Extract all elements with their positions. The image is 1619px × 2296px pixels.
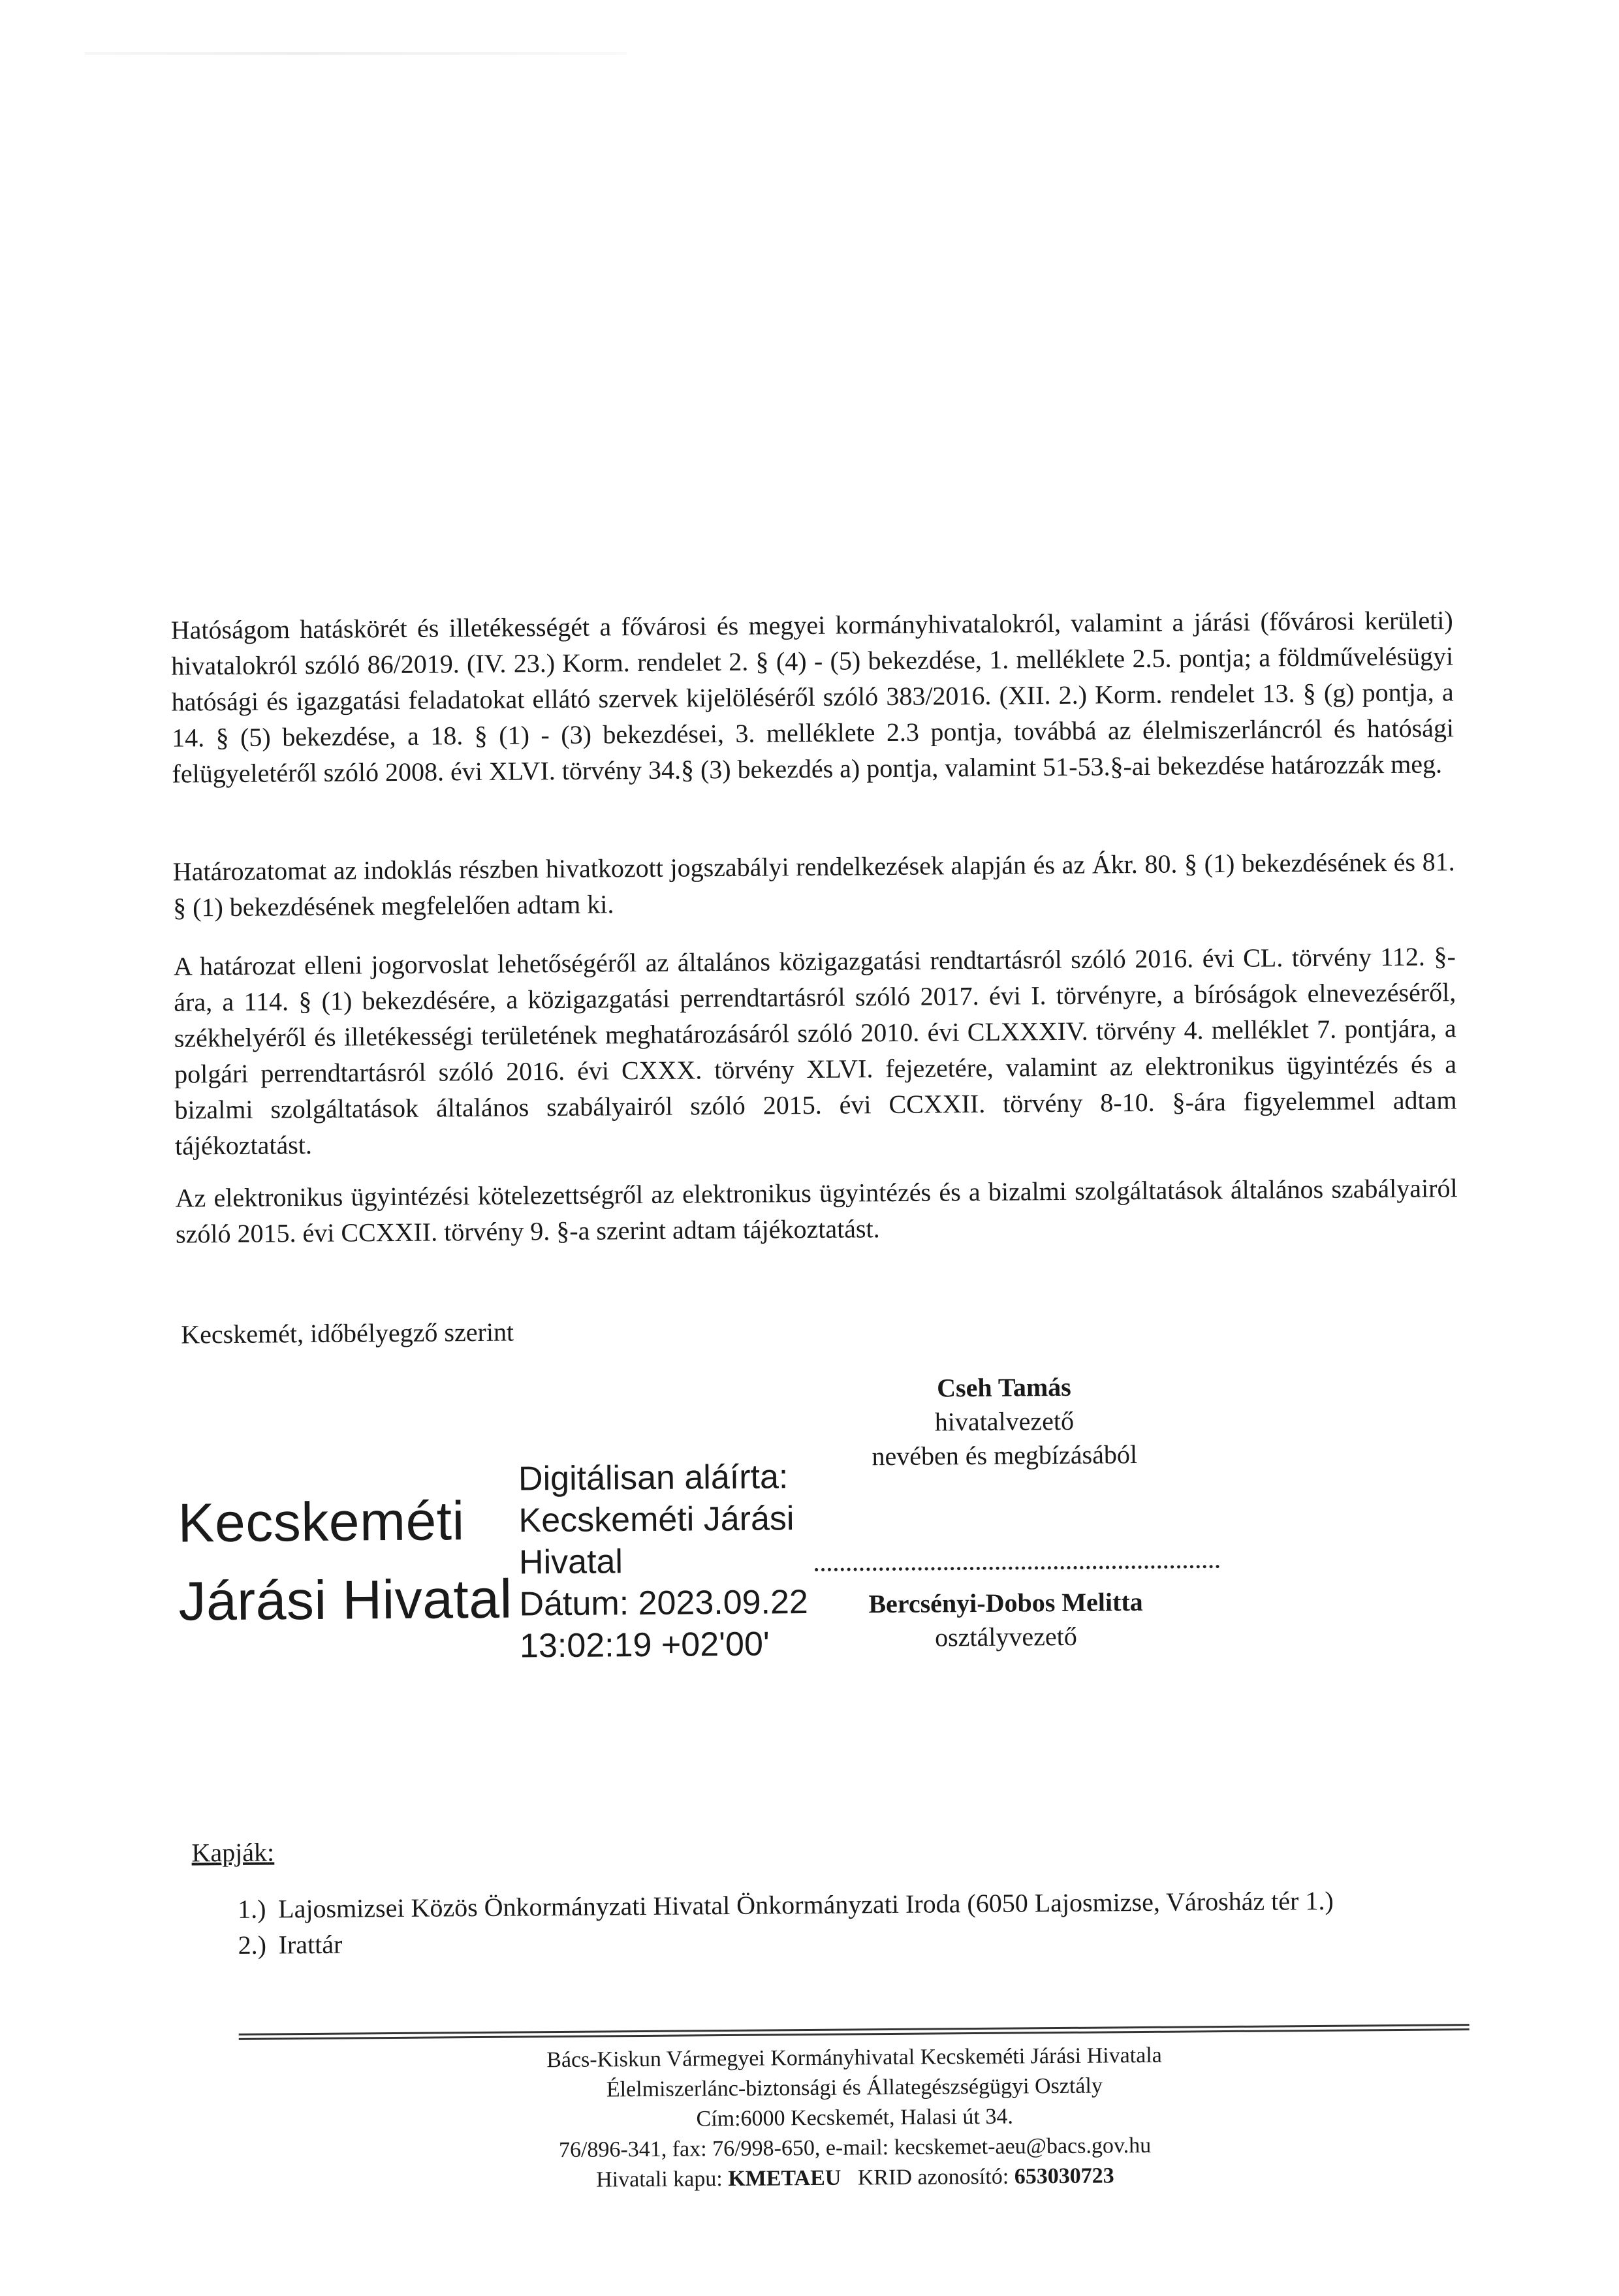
paragraph-jurisdiction [171,602,1454,791]
recipient-number: 1.) [238,1894,266,1924]
signature-dotted-line [815,1565,1219,1571]
signer-signature-block [823,1584,1189,1655]
paragraph-text: Határozatomat az indoklás részben hivatkozott jogszabályi rendelkezések alapján és az Ákr. 80. § (1) bekezdésének és 81. § (1) bekezdésének megfelelően adtam ki. [172,847,1455,922]
krid-value: 653030723 [1014,2163,1114,2189]
digital-signer-line2: Hivatal [518,1543,623,1582]
paragraph-text: A határozat elleni jogorvoslat lehetőségéről az általános közigazgatási rendtartásról szóló 2016. évi CL. törvény 112. §-ára, a 114. § (1) bekezdésére, a közigazgatási perrendtartásról szóló 2017. évi I. törvényre, a bíróságok elnevezéséről, székhelyéről és illetékességi területének meghatározásáról szóló 2010. évi CLXXXIV. törvény 4. melléklet 7. pontjára, a polgári perrendtartásról szóló 2016. évi CXXX. törvény XLVI. fejezetére, valamint az elektronikus ügyintézés és a bizalmi szolgáltatások általános szabályairól szóló 2015. évi CCXXII. törvény 8-10. §-ára figyelemmel adtam tájékoztatást. [173,941,1457,1161]
place-and-date: Kecskemét, időbélyegző szerint [181,1317,514,1349]
footer [239,2038,1471,2198]
footer-contact: 76/896-341, fax: 76/998-650, e-mail: kecskemet-aeu@bacs.gov.hu [558,2133,1152,2163]
signer-name: Bercsényi-Dobos Melitta [868,1587,1143,1619]
gateway-label: Hivatali kapu: [596,2167,723,2192]
paragraph-text: Az elektronikus ügyintézési kötelezettségről az elektronikus ügyintézés és a bizalmi szolgáltatások általános szabályairól szóló 2015. évi CCXXII. törvény 9. §-a szerint adtam tájékoztatást. [175,1173,1458,1249]
footer-department: Élelmiszerlánc-biztonsági és Állategészségügyi Osztály [606,2073,1103,2102]
digital-signature-time: 13:02:19 +02'00' [519,1625,770,1665]
footer-address: Cím:6000 Kecskemét, Halasi út 34. [696,2104,1014,2131]
footer-divider [239,2024,1470,2040]
principal-title: hivatalvezető [934,1406,1075,1437]
digital-signature-details [518,1456,809,1667]
recipients-list [238,1883,1334,1963]
paragraph-decision-basis [172,843,1455,925]
digital-stamp-org-line2: Járási Hivatal [178,1567,513,1632]
paragraph-text: Hatóságom hatáskörét és illetékességét a fővárosi és megyei kormányhivatalokról, valamint a járási (fővárosi kerületi) hivatalokról szóló 86/2019. (IV. 23.) Korm. rendelet 2. § (4) - (5) bekezdése, 1. melléklete 2.5. pontja; a földművelésügyi hatósági és igazgatási feladatokat ellátó szervek kijelöléséről szóló 383/2016. (XII. 2.) Korm. rendelet 13. § (g) pontja, a 14. § (5) bekezdése, a 18. § (1) - (3) bekezdései, 3. melléklete 2.3 pontja, továbbá az élelmiszerláncról és hatósági felügyeletéről szóló 2008. évi XLVI. törvény 34.§ (3) bekezdés a) pontja, valamint 51-53.§-ai bekezdése határozzák meg. [170,605,1454,789]
digital-signature-date: Dátum: 2023.09.22 [519,1583,809,1624]
principal-name: Cseh Tamás [936,1372,1071,1403]
recipient-number: 2.) [238,1930,267,1960]
on-behalf-text: nevében és megbízásából [872,1439,1138,1471]
recipient-text: Lajosmizsei Közös Önkormányzati Hivatal Önkormányzati Iroda (6050 Lajosmizse, Városház tér 1.) [278,1885,1334,1924]
krid-label: KRID azonosító: [857,2164,1009,2190]
paragraph-legal-remedy [174,938,1458,1163]
recipient-text: Irattár [278,1929,343,1960]
footer-org: Bács-Kiskun Vármegyei Kormányhivatal Kecskeméti Járási Hivatala [546,2043,1162,2073]
digital-stamp-org-line1: Kecskeméti [178,1490,465,1554]
digital-signer-line1: Kecskeméti Járási [518,1500,794,1540]
digital-signature-label: Digitálisan aláírta: [518,1458,789,1498]
signer-title: osztályvezető [934,1621,1077,1652]
principal-signature-block [821,1369,1187,1473]
paragraph-electronic-admin [175,1170,1458,1251]
recipients-title: Kapják: [191,1837,275,1868]
gateway-value: KMETAEU [728,2165,841,2192]
